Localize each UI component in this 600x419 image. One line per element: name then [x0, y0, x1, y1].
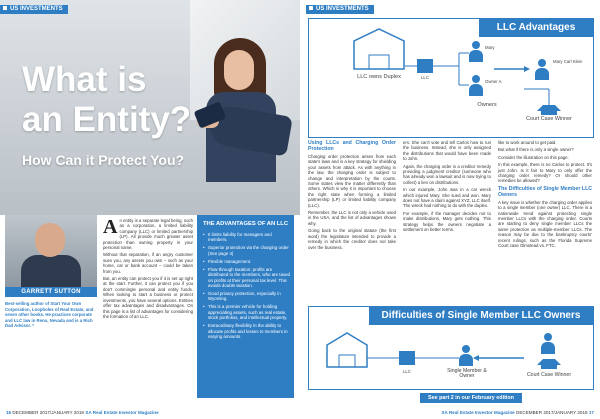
list-item: • Extraordinary flexibility in the ability to allocate profits and losses to members in varying amounts. — [203, 323, 290, 339]
body-paragraph: But what if there is only a single owner? — [498, 147, 574, 153]
continued-banner: See part 2 in our February edition — [420, 393, 522, 403]
body-paragraph: Remember, the LLC is not only a vehicle used in the USA, and the list of advantages shows why. — [308, 210, 396, 226]
advantages-list — [197, 232, 294, 339]
list-item: • Flow-through taxation: profits are distributed to the members, who are taxed on profits at their personal tax level. This avoids double taxation. — [203, 267, 290, 289]
intro-paragraph: n entity is a separate legal being, such as a corporation, a limited liability company (LLC) or limited partnership (LP). All provide much greater asset protection than owning property in your personal name. — [103, 218, 193, 251]
intro-paragraph: Without that separation, if an angry customer sues you, any assets you own – such as your home, car or bank account – could be taken from you. — [103, 252, 193, 274]
page-number: 17 — [588, 410, 594, 415]
intro-paragraph: But, an entity can protect you if it is set up right at the start. Further, it can protect you if you don't commingle personal and entity funds. When looking to start a business or protect investments, you have several options. Entities offer tax advantages and disadvantages. On this page is a list of advantages for considering the formation of an LLC. — [103, 276, 193, 319]
list-item: • Good privacy protection, especially in Wyoming. — [203, 291, 290, 302]
text-column-1 — [308, 140, 396, 252]
article-title — [22, 60, 191, 140]
section-tag — [0, 5, 68, 14]
body-paragraph: ers. She can't vote and tell Carlos how to run the business. Instead, she is only assigned the distributions that would have been made to John. — [403, 140, 491, 162]
issue-date: DECEMBER 2017/JANUARY 2018 — [516, 410, 588, 415]
title-line-1: What is — [22, 60, 147, 99]
diagram-llc-advantages — [308, 18, 594, 138]
title-line-2: an Entity? — [22, 100, 192, 139]
text-column-3 — [498, 140, 592, 251]
list-item: • Flexible management. — [203, 259, 290, 264]
section-tag-label: US INVESTMENTS — [316, 6, 369, 12]
advantages-box — [197, 215, 294, 398]
member-label: Owner A — [485, 79, 502, 84]
member-icon — [469, 41, 483, 63]
intro-column — [103, 218, 193, 321]
body-paragraph: For example, if the manager decides not to make distributions, Mary gets nothing. This strategy helps the owners negotiate a settlement on better terms. — [403, 210, 491, 233]
section-heading: Using LLCs and Charging Order Protection — [308, 140, 396, 152]
owners-label: Owners — [477, 102, 497, 108]
member-icon — [459, 345, 473, 367]
body-paragraph: In our example, John was in a car wreck which injured Mary. She sued and won. Mary does not have a claim against XYZ, LLC itself. The wreck had nothing to do with the duplex. — [403, 187, 491, 209]
llc-label: LLC — [421, 75, 429, 80]
court-case-label: Court Case Winner — [526, 372, 572, 378]
dropcap: A — [103, 216, 118, 238]
creditor-label: Mary Carl Klein — [553, 59, 583, 64]
list-item: • This is a premier vehicle for holding appreciating assets, such as real estate, stock portfolios, and intellectual property. — [203, 304, 290, 320]
body-paragraph: Going back to the original statute (the first word) the legislature intended to provide a remedy in which the creditor does not take over the business. — [308, 228, 396, 250]
author-photo — [5, 215, 97, 287]
publication-name: SA Real Estate Investor Magazine — [441, 410, 515, 415]
right-page — [300, 0, 600, 419]
section-tag-label: US INVESTMENTS — [10, 6, 63, 12]
advantages-title: THE ADVANTAGES OF AN LLC — [203, 221, 289, 227]
folio-left — [6, 410, 159, 415]
owners-label: Single Member & Owner — [447, 368, 487, 379]
court-case-label: Court Case Winner — [526, 116, 572, 122]
publication-name: SA Real Estate Investor Magazine — [85, 410, 159, 415]
section-heading: The Difficulties of Single Member LLC Owners — [498, 185, 592, 198]
text-column-2 — [403, 140, 491, 235]
body-paragraph: like to work around to get paid. — [498, 140, 557, 145]
list-item: • It limits liability for managers and members. — [203, 232, 290, 243]
member-label: Mary — [485, 45, 495, 50]
author-box — [5, 215, 97, 329]
diagram-single-member — [308, 306, 594, 390]
article-subtitle: How Can it Protect You? — [22, 152, 185, 168]
woman-face — [224, 50, 254, 90]
list-item: • Superior protection via the charging order (See page 4) — [203, 245, 290, 256]
section-tag — [306, 5, 374, 14]
issue-date: DECEMBER 2017/JANUARY 2018 — [12, 410, 84, 415]
llc-label: LLC — [403, 369, 411, 374]
page-number: 16 — [6, 410, 12, 415]
body-paragraph: Charging order protection arises from each state's laws and is a key strategy for shielding your assets from attack. As with anything in the law, the charging order is subject to change and interpretation by the courts. Some states view the matter differently than others. Which is why it is important to choose the right state when forming a limited partnership (LP) or limited liability company (LLC). — [308, 154, 396, 208]
body-paragraph: Again, the charging order is a creditor remedy providing a judgment creditor (someone who has already won a lawsuit and is now trying to collect) a lien on distributions. — [403, 163, 491, 185]
creditor-icon — [535, 59, 549, 81]
folio-right — [441, 410, 594, 415]
owner-label: LLC owns Duplex — [357, 74, 401, 80]
author-name: GARRETT SUTTON — [5, 287, 97, 297]
diagram-title: LLC Advantages — [479, 19, 593, 37]
body-paragraph: In this example, there is no Carlos to protect. It's just John. Is it fair to Mary to only offer the charging order remedy? Or should other remedies be allowed? — [498, 162, 592, 184]
member-icon — [469, 75, 483, 97]
diagram-title: Difficulties of Single Member LLC Owners — [369, 307, 593, 325]
body-paragraph: A key issue is whether the charging order applies to a single member (one owner) LLC. There is a nationwide trend against protecting single member LLCs with the charging order. Courts are starting to deny single member LLCs the same protection as multiple-member LLCs. The reason may be due to the bankruptcy courts' recent rulings, such as the Florida Supreme Court case Olmstead vs. FTC. — [498, 199, 592, 249]
author-bio: Best-selling author of Start Your Own Corporation, Loopholes of Real Estate, and seven other books. He practices corporate and LLC law in Reno, Nevada and is a Rich Dad Advisor. * — [5, 301, 94, 329]
body-paragraph: Consider the illustration on this page. — [498, 154, 569, 160]
creditor-icon — [541, 333, 555, 355]
